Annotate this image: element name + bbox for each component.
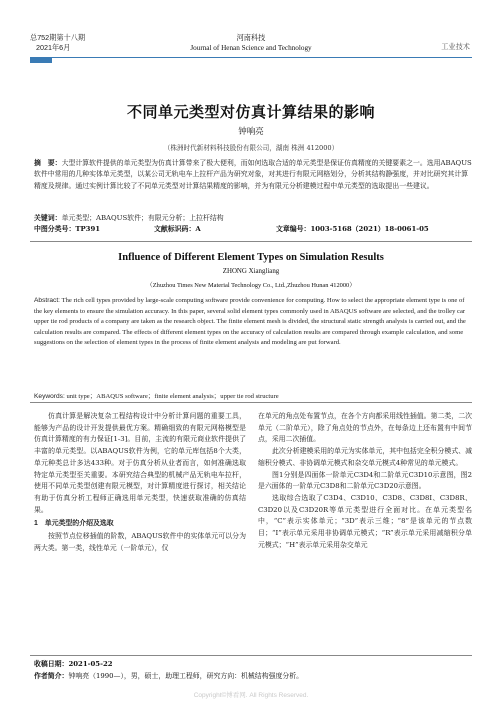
article-number: 文章编号：1003-5168（2021）18-0061-05 bbox=[276, 225, 429, 233]
abstract-en bbox=[34, 296, 474, 349]
keywords-en bbox=[34, 390, 474, 400]
body-paragraph: 此次分析建模采用的单元为实体单元，其中包括完全积分模式、减缩积分模式、非协调单元模式和杂交单元模式4种常见的单元模式。 bbox=[258, 447, 472, 467]
author-bio-label: 作者简介： bbox=[34, 672, 69, 680]
keywords-zh-text: 单元类型；ABAQUS软件；有限元分析；上拉杆结构 bbox=[61, 214, 224, 222]
author-affiliation-en: （Zhuzhou Times New Material Technology Co., Ltd.,Zhuzhou Hunan 412000） bbox=[146, 282, 356, 289]
keywords-zh bbox=[34, 213, 474, 224]
body-paragraph: 图1分别是四面体一阶单元C3D4和二阶单元C3D10示意图，图2是六面体的一阶单元C3D8和二阶单元C3D20示意图。 bbox=[258, 470, 472, 491]
author-name: 钟响亮 bbox=[238, 127, 264, 137]
paper-title: 不同单元类型对仿真计算结果的影响 bbox=[126, 104, 375, 121]
abstract-en-text: The rich cell types provided by large-scale computing software provide convenience for computing. How to select the appropriate element type is one of the key elements to ensure the simulation accuracy. In this paper, several solid element types commonly used in ABAQUS software are selected, and the trolley car upper tie rod products of a company are taken as the research object. The finite element mesh is divided, the structural static strength analysis is carried out, and the calculation results are compared. The effects of different element types on the accuracy of calculation results are compared through example calculation, and some suggestions on the selection of element types in the process of finite element analysis and modeling are put forward. bbox=[34, 297, 466, 347]
abstract-en-label: Abstract: bbox=[34, 297, 61, 304]
divider bbox=[30, 241, 472, 242]
author-bio-text: 钟响亮（1990—），男，硕士，助理工程师，研究方向：机械结构强度分析。 bbox=[68, 672, 304, 680]
paper-title-en: Influence of Different Element Types on Simulation Results bbox=[118, 252, 384, 263]
keywords-zh-label: 关键词： bbox=[34, 214, 62, 222]
received-date: 收稿日期：2021-05-22 bbox=[34, 660, 113, 668]
keywords-en-label: Keywords: bbox=[34, 393, 65, 400]
author-affiliation: （株洲时代新材料科技股份有限公司，湖南 株洲 412000） bbox=[163, 144, 339, 152]
header-accent-bar bbox=[30, 57, 52, 63]
footnote-rule bbox=[30, 655, 472, 656]
journal-name-en: Journal of Henan Science and Technology bbox=[190, 44, 312, 52]
journal-name-cn: 河南科技 bbox=[236, 33, 266, 42]
author-bio bbox=[34, 671, 303, 682]
section-heading: 1 单元类型的介绍及选取 bbox=[34, 520, 114, 528]
body-paragraph: 在单元的角点处布置节点，在各个方向都采用线性插值。第二类，二次单元（二阶单元），除了角点处的节点外，在每条边上还布置有中间节点，采用二次插值。 bbox=[258, 412, 472, 444]
classification-line bbox=[34, 224, 474, 235]
issue-number: 总752期第十八期 bbox=[30, 33, 86, 42]
copyright-watermark: Copyright©博看网. All Rights Reserved. bbox=[193, 692, 309, 699]
keywords-en-text: unit type；ABAQUS software；finite element analysis；upper tie rod structure bbox=[66, 393, 279, 400]
section-paragraph: 按照节点位移插值的阶数，ABAQUS软件中的实体单元可以分为两大类。第一类，线性单元（一阶单元），仅 bbox=[34, 532, 246, 552]
abstract-zh bbox=[34, 158, 474, 192]
body-column-right bbox=[258, 411, 472, 551]
abstract-zh-text: 大型计算软件提供的单元类型为仿真计算带来了极大便利，而如何选取合适的单元类型是保证仿真精度的关键要素之一。选用ABAQUS软件中常用的几种实体单元类型，以某公司无轨电车上拉杆产品为研究对象，对其进行有限元网格划分，分析其结构静强度，并对比研究其计算精度及规律。通过实例计算比较了不同单元类型对计算结果精度的影响，并为有限元分析建模过程中单元类型的选取提出一些建议。 bbox=[34, 159, 472, 190]
issue-date: 2021年6月 bbox=[36, 43, 71, 52]
author-name-en: ZHONG Xiangliang bbox=[222, 268, 280, 275]
body-column-left bbox=[34, 411, 246, 554]
abstract-zh-label: 摘 要： bbox=[34, 159, 62, 167]
document-code: 文献标识码：A bbox=[154, 225, 201, 233]
clc-number: 中图分类号：TP391 bbox=[34, 225, 101, 233]
header-rule bbox=[30, 57, 472, 58]
divider bbox=[30, 402, 472, 403]
intro-paragraph: 仿真计算是解决复杂工程结构设计中分析计算问题的重要工具，能够为产品的设计开发提供最优方案。精确细致的有限元网格模型是仿真计算精度的有力保证[1-3]。目前，主流的有限元商业软件提供了丰富的单元类型。以ABAQUS软件为例，它的单元库包括8个大类，单元种类总计多达433种。对于仿真分析从业者而言，如何准确选取特定单元类型至关重要。本研究结合典型的机械产品无轨电车拉杆，使用不同单元类型创建有限元模型，对计算精度进行探讨，相关结论有助于仿真分析工程师正确选用单元类型，快速获取准确的仿真结果。 bbox=[34, 412, 246, 514]
section-label: 工业技术 bbox=[441, 42, 470, 51]
body-paragraph: 选取综合选取了C3D4、C3D10、C3D8、C3D8I、C3D8R、C3D20以及C3D20R等单元类型进行全面对比。在单元类型名中，“C”表示实体单元；“3D”表示三维；“8”是该单元的节点数目；“I”表示单元采用非协调单元模式；“R”表示单元采用减缩积分单元模式；“H”表示单元采用杂交单元 bbox=[258, 493, 472, 549]
journal-name bbox=[0, 33, 502, 53]
